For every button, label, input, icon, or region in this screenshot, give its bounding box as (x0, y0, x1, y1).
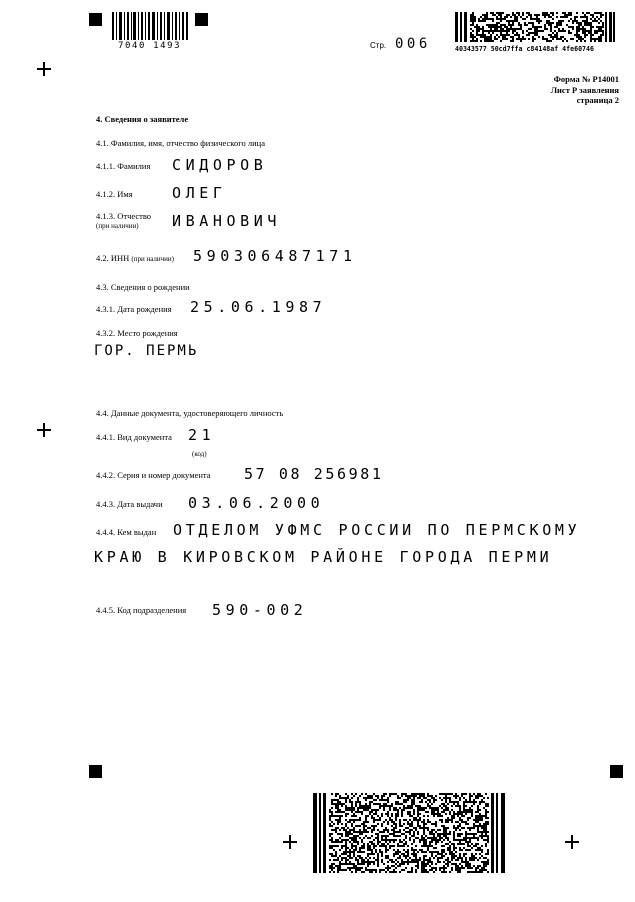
registration-square (195, 13, 208, 26)
form-number: Форма № Р14001 (553, 74, 619, 84)
inn-label (96, 254, 174, 263)
inn-note: (при наличии) (131, 255, 174, 263)
crosshair-icon (283, 835, 297, 849)
registration-square (610, 765, 623, 778)
patronymic-label: 4.1.3. Отчество (96, 211, 152, 221)
division-code-label: 4.4.5. Код подразделения (96, 605, 187, 615)
section-title: 4. Сведения о заявителе (96, 114, 189, 124)
patronymic-note: (при наличии) (96, 222, 139, 230)
registration-square (89, 765, 102, 778)
doc-type-value: 21 (188, 426, 216, 444)
doc-number-label: 4.4.2. Серия и номер документа (96, 470, 211, 480)
doc-type-label: 4.4.1. Вид документа (96, 432, 172, 442)
form-sheet: Лист Р заявления (550, 84, 619, 95)
issue-date-label: 4.4.3. Дата выдачи (96, 499, 163, 509)
inn-value: 590306487171 (193, 247, 357, 265)
division-code-value: 590-002 (212, 601, 308, 619)
section-4-3-label: 4.3. Сведения о рождении (96, 282, 190, 292)
form-header (551, 74, 619, 106)
surname-value: СИДОРОВ (172, 156, 268, 174)
issued-by-label: 4.4.4. Кем выдан (96, 527, 157, 537)
name-value: ОЛЕГ (172, 184, 227, 202)
top-2d-code (455, 12, 615, 42)
birth-date-value: 25.06.1987 (190, 298, 327, 316)
patronymic-value: ИВАНОВИЧ (172, 212, 282, 230)
issued-by-line-1: ОТДЕЛОМ УФМС РОССИИ ПО ПЕРМСКОМУ (173, 521, 581, 539)
section-4-1-label: 4.1. Фамилия, имя, отчество физического лица (96, 138, 265, 148)
crosshair-icon (565, 835, 579, 849)
page-number: 006 (395, 36, 431, 52)
section-4-4-label: 4.4. Данные документа, удостоверяющего личность (96, 408, 284, 418)
form-page: страница 2 (576, 95, 619, 106)
name-label: 4.1.2. Имя (96, 189, 133, 199)
issued-by-line-2: КРАЮ В КИРОВСКОМ РАЙОНЕ ГОРОДА ПЕРМИ (94, 548, 553, 566)
page-label: Стр. (370, 41, 387, 50)
doc-number-value: 57 08 256981 (244, 465, 384, 483)
bottom-2d-code (313, 793, 505, 873)
birth-place-value: ГОР. ПЕРМЬ (94, 343, 199, 359)
crosshair-icon (37, 62, 51, 76)
inn-label-text: 4.2. ИНН (96, 253, 130, 263)
top-code-text: 40343577 50cd7ffa c84148af 4fe60746 (455, 45, 594, 53)
birth-place-label: 4.3.2. Место рождения (96, 328, 178, 338)
birth-date-label: 4.3.1. Дата рождения (96, 304, 172, 314)
crosshair-icon (37, 423, 51, 437)
registration-square (89, 13, 102, 26)
surname-label: 4.1.1. Фамилия (96, 161, 151, 171)
issue-date-value: 03.06.2000 (188, 494, 325, 512)
top-barcode (112, 12, 188, 40)
doc-type-note: (код) (192, 450, 207, 458)
barcode-digits: 7040 1493 (118, 41, 182, 51)
